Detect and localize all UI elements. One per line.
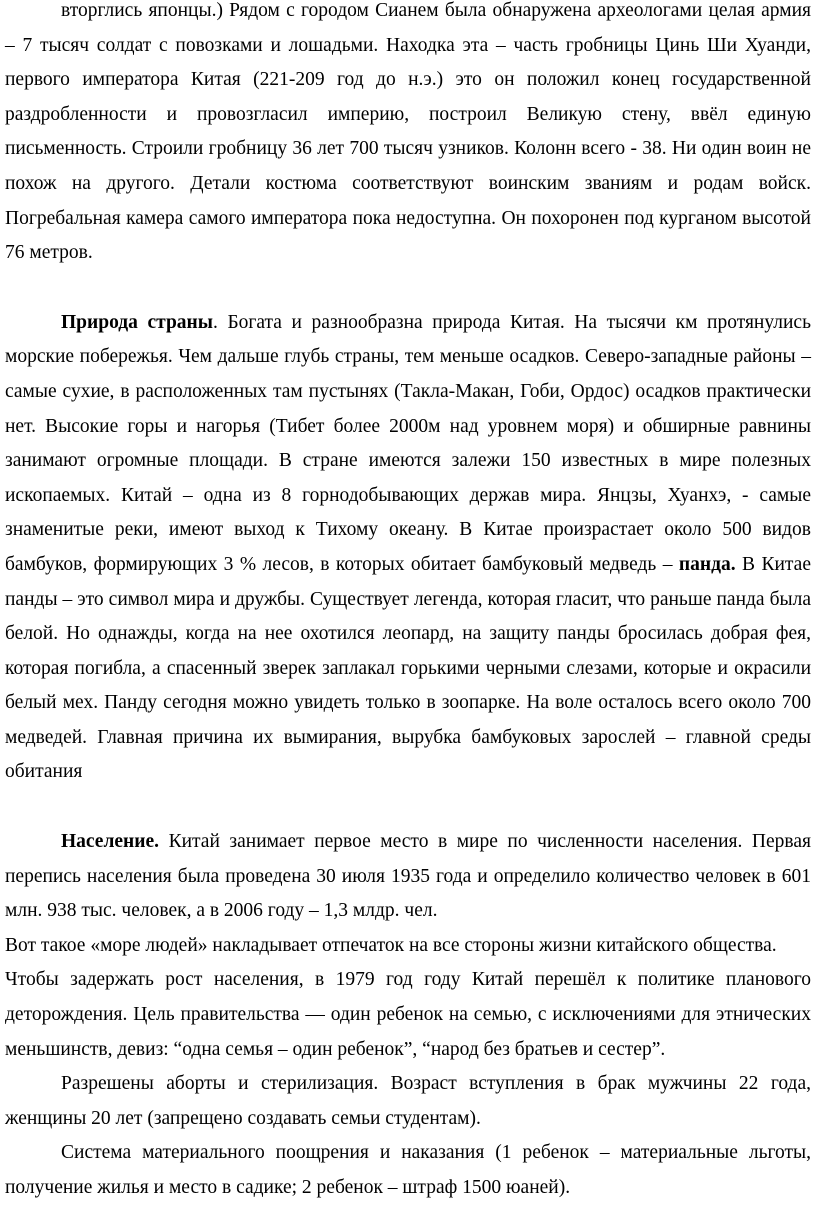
paragraph-gap bbox=[5, 271, 811, 306]
abortions-paragraph: Разрешены аборты и стерилизация. Возраст вступления в брак мужчины 22 года, женщины 20 лет (запрещено создавать семьи студентам). bbox=[5, 1073, 811, 1129]
sea-of-people-paragraph: Вот такое «море людей» накладывает отпечаток на все стороны жизни китайского общества. bbox=[5, 934, 777, 956]
population-paragraph bbox=[5, 825, 811, 929]
document-page bbox=[5, 0, 811, 1206]
policy-paragraph: Чтобы задержать рост населения, в 1979 год году Китай перешёл к политике планового деторождения. Цель правительства — один ребенок на семью, с исключениями для этнических меньшинств, девиз: “одна семья – один ребенок”, “народ без братьев и сестер”. bbox=[5, 969, 811, 1060]
nature-text-part1: . Богата и разнообразна природа Китая. На тысячи км протянулись морские побережья. Чем дальше глубь страны, тем меньше осадков. Северо-западные районы –самые сухие, в расположенных там пустынях (Такла-Макан, Гоби, Ордос) осадков практически нет. Высокие горы и нагорья (Тибет более 2000м над уровнем моря) и обширные равнины занимают огромные площади. В стране имеются залежи 150 известных в мире полезных ископаемых. Китай – одна из 8 горнодобывающих держав мира. Янцзы, Хуанхэ, - самые знаменитые реки, имеют выход к Тихому океану. В Китае произрастает около 500 видов бамбуков, формирующих 3 % лесов, в которых обитает бамбуковый медведь – bbox=[5, 311, 811, 575]
nature-text-part2: В Китае панды – это символ мира и дружбы. Существует легенда, которая гласит, что раньше панда была белой. Но однажды, когда на нее охотился леопард, на защиту панды бросилась добрая фея, которая погибла, а спасенный зверек заплакал горькими черными слезами, которые и окрасили белый мех. Панду сегодня можно увидеть только в зоопарке. На воле осталось всего около 700 медведей. Главная причина их вымирания, вырубка бамбуковых зарослей – главной среды обитания bbox=[5, 553, 811, 783]
population-heading: Население. bbox=[61, 831, 160, 853]
panda-bold-word: панда. bbox=[678, 553, 736, 575]
nature-heading: Природа страны bbox=[61, 311, 213, 333]
incentives-paragraph: Система материального поощрения и наказания (1 ребенок – материальные льготы, получение жилья и место в садике; 2 ребенок – штраф 1500 юаней). bbox=[5, 1142, 811, 1198]
paragraph-gap bbox=[5, 790, 811, 825]
intro-paragraph: вторглись японцы.) Рядом с городом Сианем была обнаружена археологами целая армия – 7 тысяч солдат с повозками и лошадьми. Находка эта – часть гробницы Цинь Ши Хуанди, первого императора Китая (221-209 год до н.э.) это он положил конец государственной раздробленности и провозгласил империю, построил Великую стену, ввёл единую письменность. Строили гробницу 36 лет 700 тысяч узников. Колонн всего - 38. Ни один воин не похож на другого. Детали костюма соответствуют воинским званиям и родам войск. Погребальная камера самого императора пока недоступна. Он похоронен под курганом высотой 76 метров. bbox=[5, 0, 811, 264]
nature-paragraph bbox=[5, 306, 811, 790]
population-text: Китай занимает первое место в мире по численности населения. Первая перепись населения была проведена 30 июля 1935 года и определило количество человек в 601 млн. 938 тыс. человек, а в 2006 году – 1,3 млдр. чел. bbox=[5, 831, 811, 922]
